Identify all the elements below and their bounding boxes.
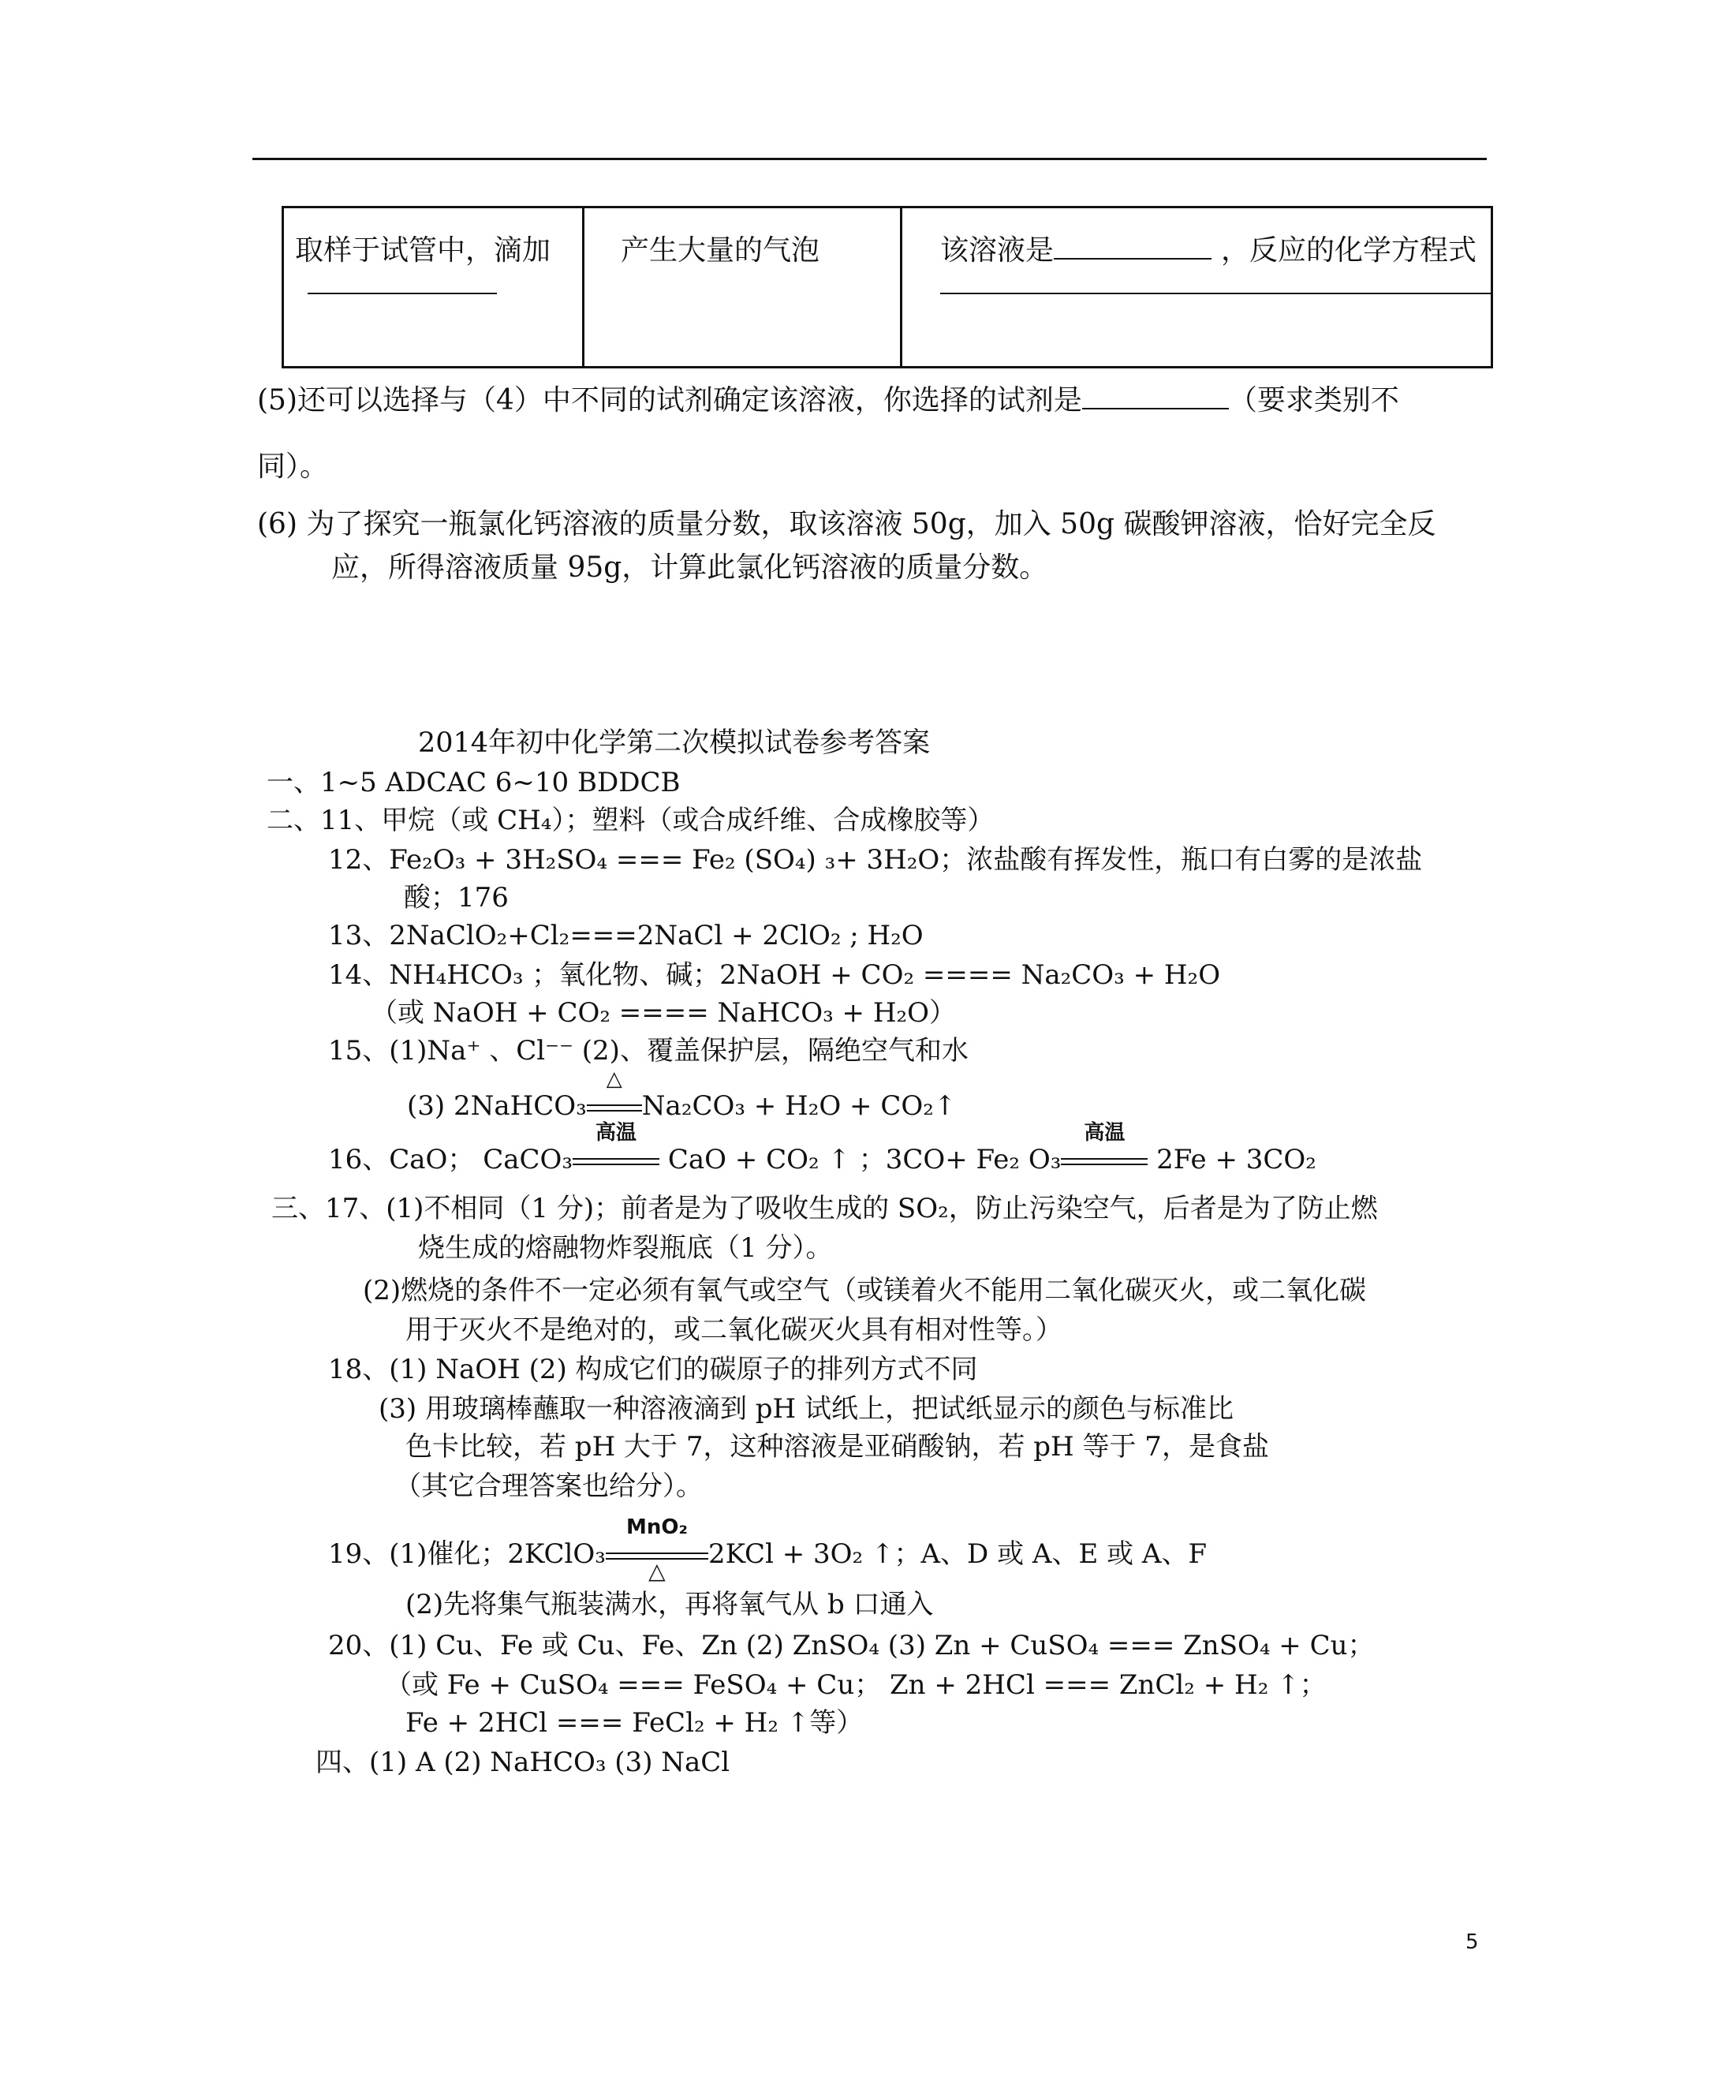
answer-19-line-2: (2)先将集气瓶装满水，再将氧气从 b 口通入 <box>405 1589 934 1620</box>
answer-15-line-2 <box>407 1067 957 1123</box>
operation-text: 取样于试管中，滴加 <box>295 234 551 267</box>
reagent-choice-blank <box>1082 407 1229 409</box>
equals-bar <box>573 1158 659 1165</box>
header-rule <box>252 158 1487 160</box>
answer-19-part-a: 19、(1)催化；2KClO₃ <box>328 1538 606 1570</box>
answer-16-part-b: CaO + CO₂ ↑ ；3CO+ Fe₂ O₃ <box>659 1144 1062 1175</box>
answer-17-line-2: 烧生成的熔融物炸裂瓶底（1 分）。 <box>418 1232 833 1264</box>
answers-title: 2014年初中化学第二次模拟试卷参考答案 <box>418 727 931 759</box>
answer-16 <box>328 1121 1316 1177</box>
solution-blank <box>1054 257 1211 260</box>
answer-18-line-4: （其它合理答案也给分）。 <box>394 1470 703 1502</box>
answer-15-line-1: 15、(1)Na⁺ 、Cl⁻⁻ (2)、覆盖保护层，隔绝空气和水 <box>328 1035 969 1067</box>
high-temp-condition-2 <box>1061 1121 1148 1177</box>
answer-17-line-3: (2)燃烧的条件不一定必须有氧气或空气（或镁着火不能用二氧化碳灭火，或二氧化碳 <box>363 1275 1367 1306</box>
table-cell-phenomenon <box>584 207 902 368</box>
question-6-line-1: (6) 为了探究一瓶氯化钙溶液的质量分数，取该溶液 50g，加入 50g 碳酸钾溶液，恰好完全反 <box>257 508 1436 540</box>
answer-18-line-1: 18、(1) NaOH (2) 构成它们的碳原子的排列方式不同 <box>328 1354 978 1385</box>
experiment-table <box>282 206 1493 368</box>
mno2-label: MnO₂ <box>626 1515 688 1539</box>
page-number: 5 <box>1465 1930 1479 1954</box>
answer-16-part-a: 16、CaO； CaCO₃ <box>328 1144 573 1175</box>
table-cell-conclusion <box>902 207 1492 368</box>
answer-20-line-2: （或 Fe + CuSO₄ === FeSO₄ + Cu； Zn + 2HCl === ZnCl₂ + H₂ ↑； <box>385 1669 1327 1701</box>
answer-17-line-4: 用于灭火不是绝对的，或二氧化碳灭火具有相对性等。） <box>405 1314 1062 1346</box>
answer-12-line-2: 酸；176 <box>404 882 509 914</box>
answer-11: 二、11、甲烷（或 CH₄）；塑料（或合成纤维、合成橡胶等） <box>267 805 995 836</box>
reagent-blank <box>308 292 497 294</box>
question-5-line-2: 同）。 <box>257 450 329 483</box>
equals-bar <box>1061 1158 1148 1165</box>
heat-symbol-icon: △ <box>648 1558 666 1584</box>
question-5-text: (5)还可以选择与（4）中不同的试剂确定该溶液，你选择的试剂是 <box>257 384 1082 417</box>
answer-20-line-1: 20、(1) Cu、Fe 或 Cu、Fe、Zn (2) ZnSO₄ (3) Zn + CuSO₄ === ZnSO₄ + Cu； <box>328 1630 1375 1661</box>
answer-15-reactant: (3) 2NaHCO₃ <box>407 1090 587 1122</box>
conclusion-text-a: 该溶液是 <box>940 234 1055 267</box>
question-5-line-1 <box>257 383 1399 418</box>
answer-13: 13、2NaClO₂+Cl₂===2NaCl + 2ClO₂ ; H₂O <box>328 920 924 951</box>
equals-bar <box>587 1104 642 1112</box>
high-temp-label: 高温 <box>1084 1121 1126 1145</box>
table-cell-operation <box>283 207 584 368</box>
answer-12-line-1: 12、Fe₂O₃ + 3H₂SO₄ === Fe₂ (SO₄) ₃+ 3H₂O；浓盐酸有挥发性，瓶口有白雾的是浓盐 <box>328 844 1423 876</box>
equation-blank <box>940 292 1492 294</box>
answer-20-line-3: Fe + 2HCl === FeCl₂ + H₂ ↑等） <box>405 1707 864 1739</box>
table-row <box>283 207 1492 368</box>
question-5-text-b: （要求类别不 <box>1228 384 1399 417</box>
answer-18-line-2: (3) 用玻璃棒蘸取一种溶液滴到 pH 试纸上，把试纸显示的颜色与标准比 <box>379 1393 1234 1425</box>
answer-16-part-c: 2Fe + 3CO₂ <box>1148 1144 1316 1175</box>
answer-19-line-1 <box>328 1515 1208 1584</box>
answer-1-10: 一、1~5 ADCAC 6~10 BDDCB <box>267 767 681 798</box>
catalyst-condition-arrow <box>606 1515 708 1584</box>
answer-section-4: 四、(1) A (2) NaHCO₃ (3) NaCl <box>315 1747 730 1778</box>
answer-14-line-1: 14、NH₄HCO₃ ；氧化物、碱；2NaOH + CO₂ ==== Na₂CO₃ + H₂O <box>328 959 1221 991</box>
high-temp-label: 高温 <box>595 1121 637 1145</box>
answer-19-part-b: 2KCl + 3O₂ ↑；A、D 或 A、E 或 A、F <box>707 1538 1208 1570</box>
conclusion-text-b: ，反应的化学方程式 <box>1221 234 1477 267</box>
answer-18-line-3: 色卡比较，若 pH 大于 7，这种溶液是亚硝酸钠，若 pH 等于 7，是食盐 <box>405 1431 1269 1463</box>
high-temp-condition-1 <box>573 1121 659 1177</box>
answer-14-line-2: （或 NaOH + CO₂ ==== NaHCO₃ + H₂O） <box>371 997 956 1029</box>
phenomenon-text: 产生大量的气泡 <box>621 234 820 267</box>
answer-17-line-1: 三、17、(1)不相同（1 分)；前者是为了吸收生成的 SO₂，防止污染空气，后者是为了防止燃 <box>271 1193 1378 1224</box>
heat-symbol-icon: △ <box>606 1067 622 1091</box>
question-6-line-2: 应，所得溶液质量 95g，计算此氯化钙溶液的质量分数。 <box>331 551 1048 584</box>
answer-15-products: Na₂CO₃ + H₂O + CO₂↑ <box>641 1090 957 1122</box>
